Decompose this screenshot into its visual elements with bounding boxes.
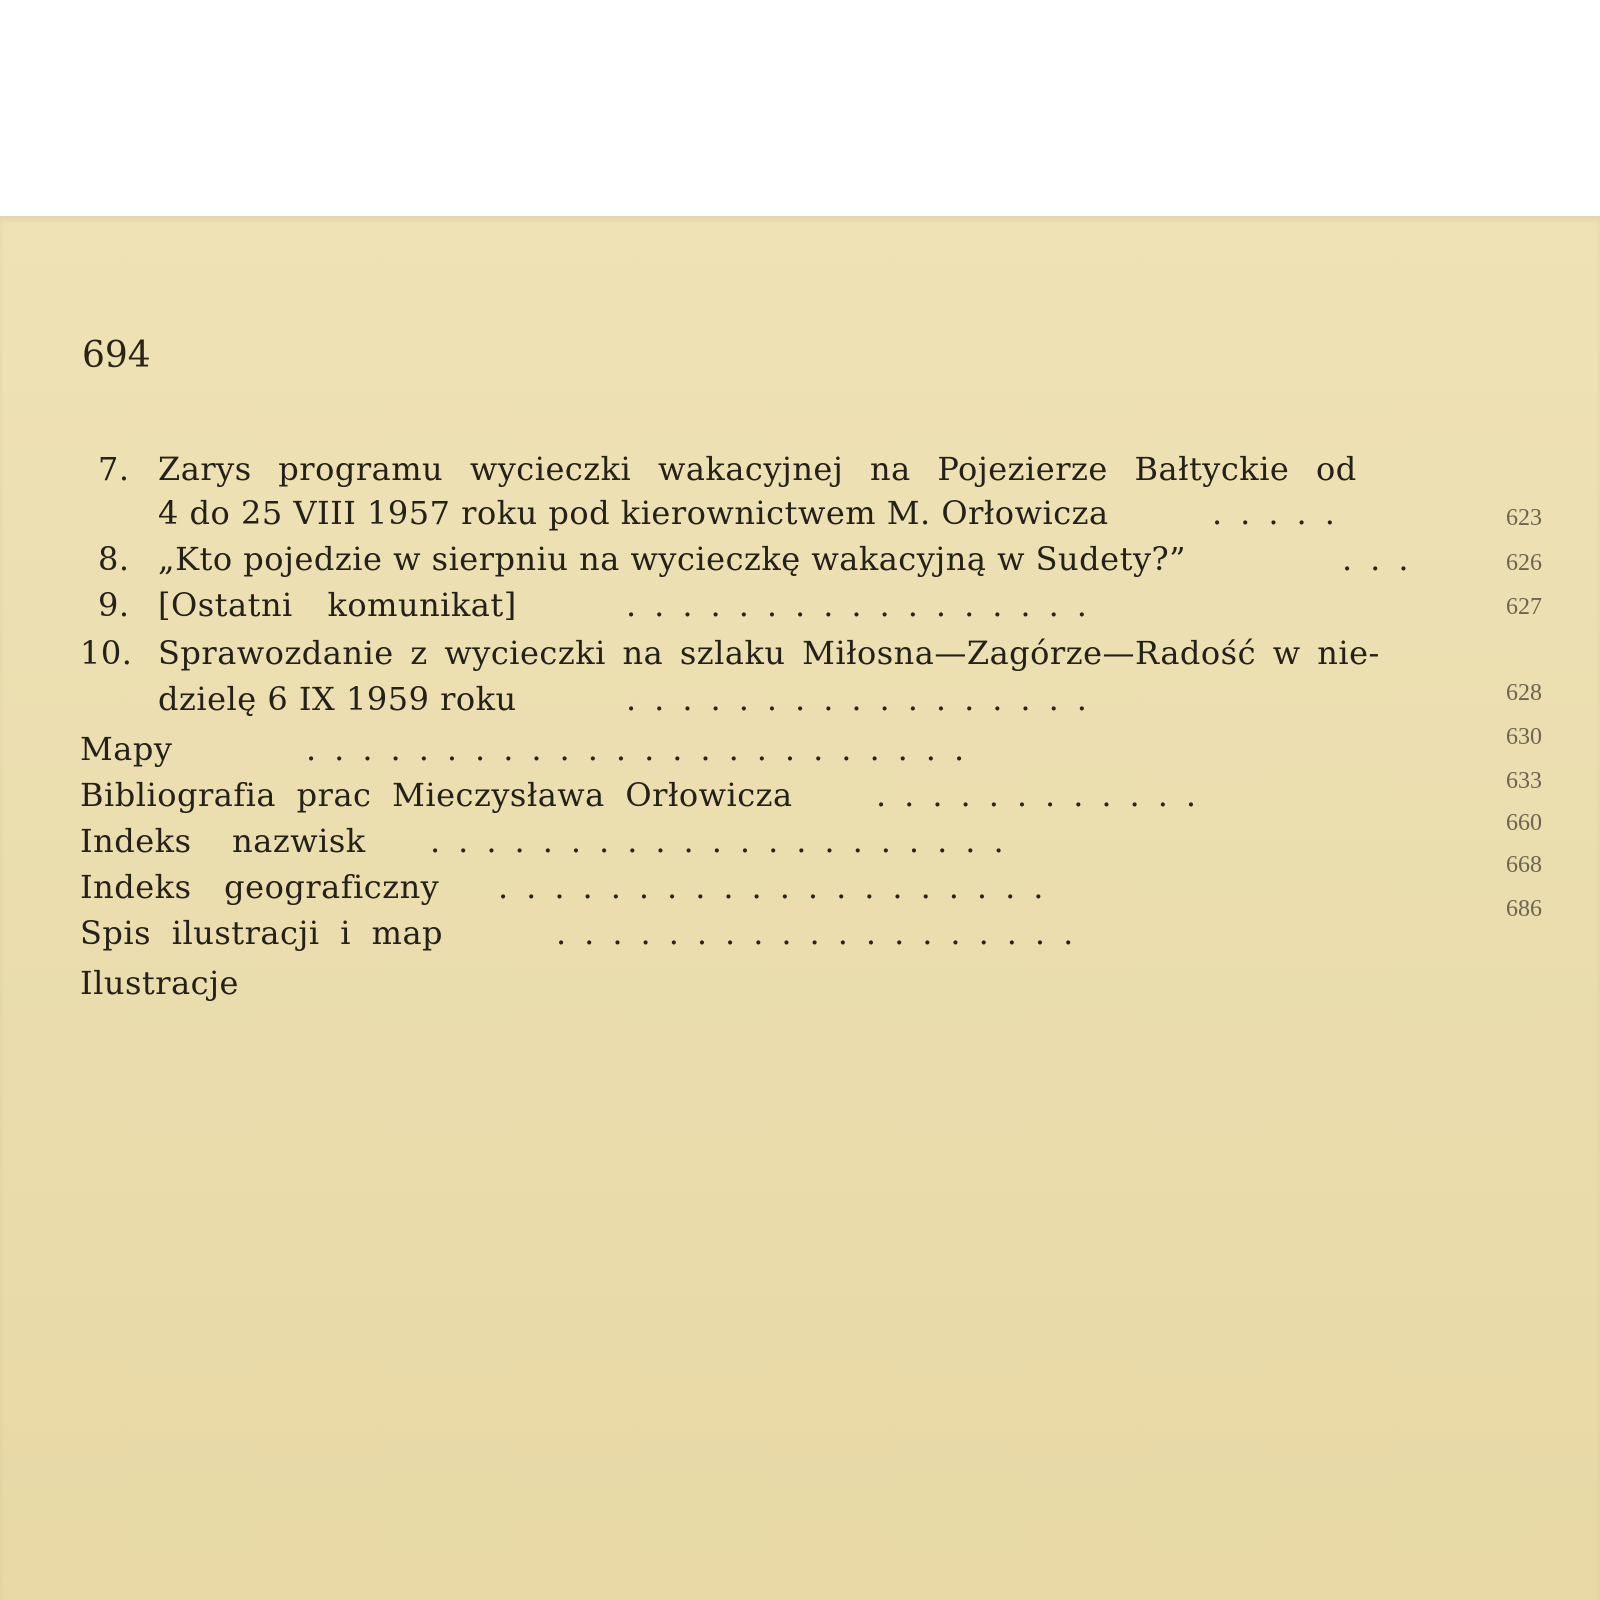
entry-title: Ilustracje — [80, 964, 239, 1002]
entry-title: Zarys programu wycieczki wakacyjnej na Pojezierze Bałtyckie od — [158, 450, 1357, 488]
entry-page: 660 — [1506, 810, 1542, 836]
entry-page: 626 — [1506, 550, 1542, 576]
dot-leader: ... — [1342, 540, 1427, 578]
dot-leader: ................... — [556, 914, 1092, 952]
entry-title: Spis ilustracji i map — [80, 914, 444, 952]
page-number: 694 — [82, 335, 151, 376]
entry-title: Sprawozdanie z wycieczki na szlaku Miłosna—Zagórze—Radość w nie- — [158, 634, 1380, 672]
entry-page: 623 — [1506, 505, 1542, 531]
entry-page: 630 — [1506, 724, 1542, 750]
dot-leader: .................... — [498, 868, 1062, 906]
dot-leader: ..................... — [430, 822, 1022, 860]
entry-page: 668 — [1506, 852, 1542, 878]
entry-page: 633 — [1506, 768, 1542, 794]
entry-title: Bibliografia prac Mieczysława Orłowicza — [80, 776, 793, 814]
entry-page: 628 — [1506, 680, 1542, 706]
dot-leader: ................. — [626, 586, 1105, 624]
entry-title-continued: dzielę 6 IX 1959 roku — [158, 680, 517, 718]
entry-number: 8. — [98, 540, 130, 578]
dot-leader: ............ — [876, 776, 1215, 814]
entry-number: 10. — [80, 634, 133, 672]
entry-title: [Ostatni komunikat] — [158, 586, 517, 624]
entry-title: Indeks geograficzny — [80, 868, 440, 906]
entry-page: 627 — [1506, 594, 1542, 620]
entry-title: Indeks nazwisk — [80, 822, 366, 860]
dot-leader: ................. — [626, 680, 1105, 718]
dot-leader: ..... — [1212, 494, 1353, 532]
entry-page: 686 — [1506, 896, 1542, 922]
entry-title: Mapy — [80, 730, 173, 768]
entry-number: 9. — [98, 586, 130, 624]
entry-title-continued: 4 do 25 VIII 1957 roku pod kierownictwem M. Orłowicza — [158, 494, 1109, 532]
entry-number: 7. — [98, 450, 130, 488]
dot-leader: ........................ — [306, 730, 983, 768]
entry-title: „Kto pojedzie w sierpniu na wycieczkę wakacyjną w Sudety?” — [158, 540, 1187, 578]
